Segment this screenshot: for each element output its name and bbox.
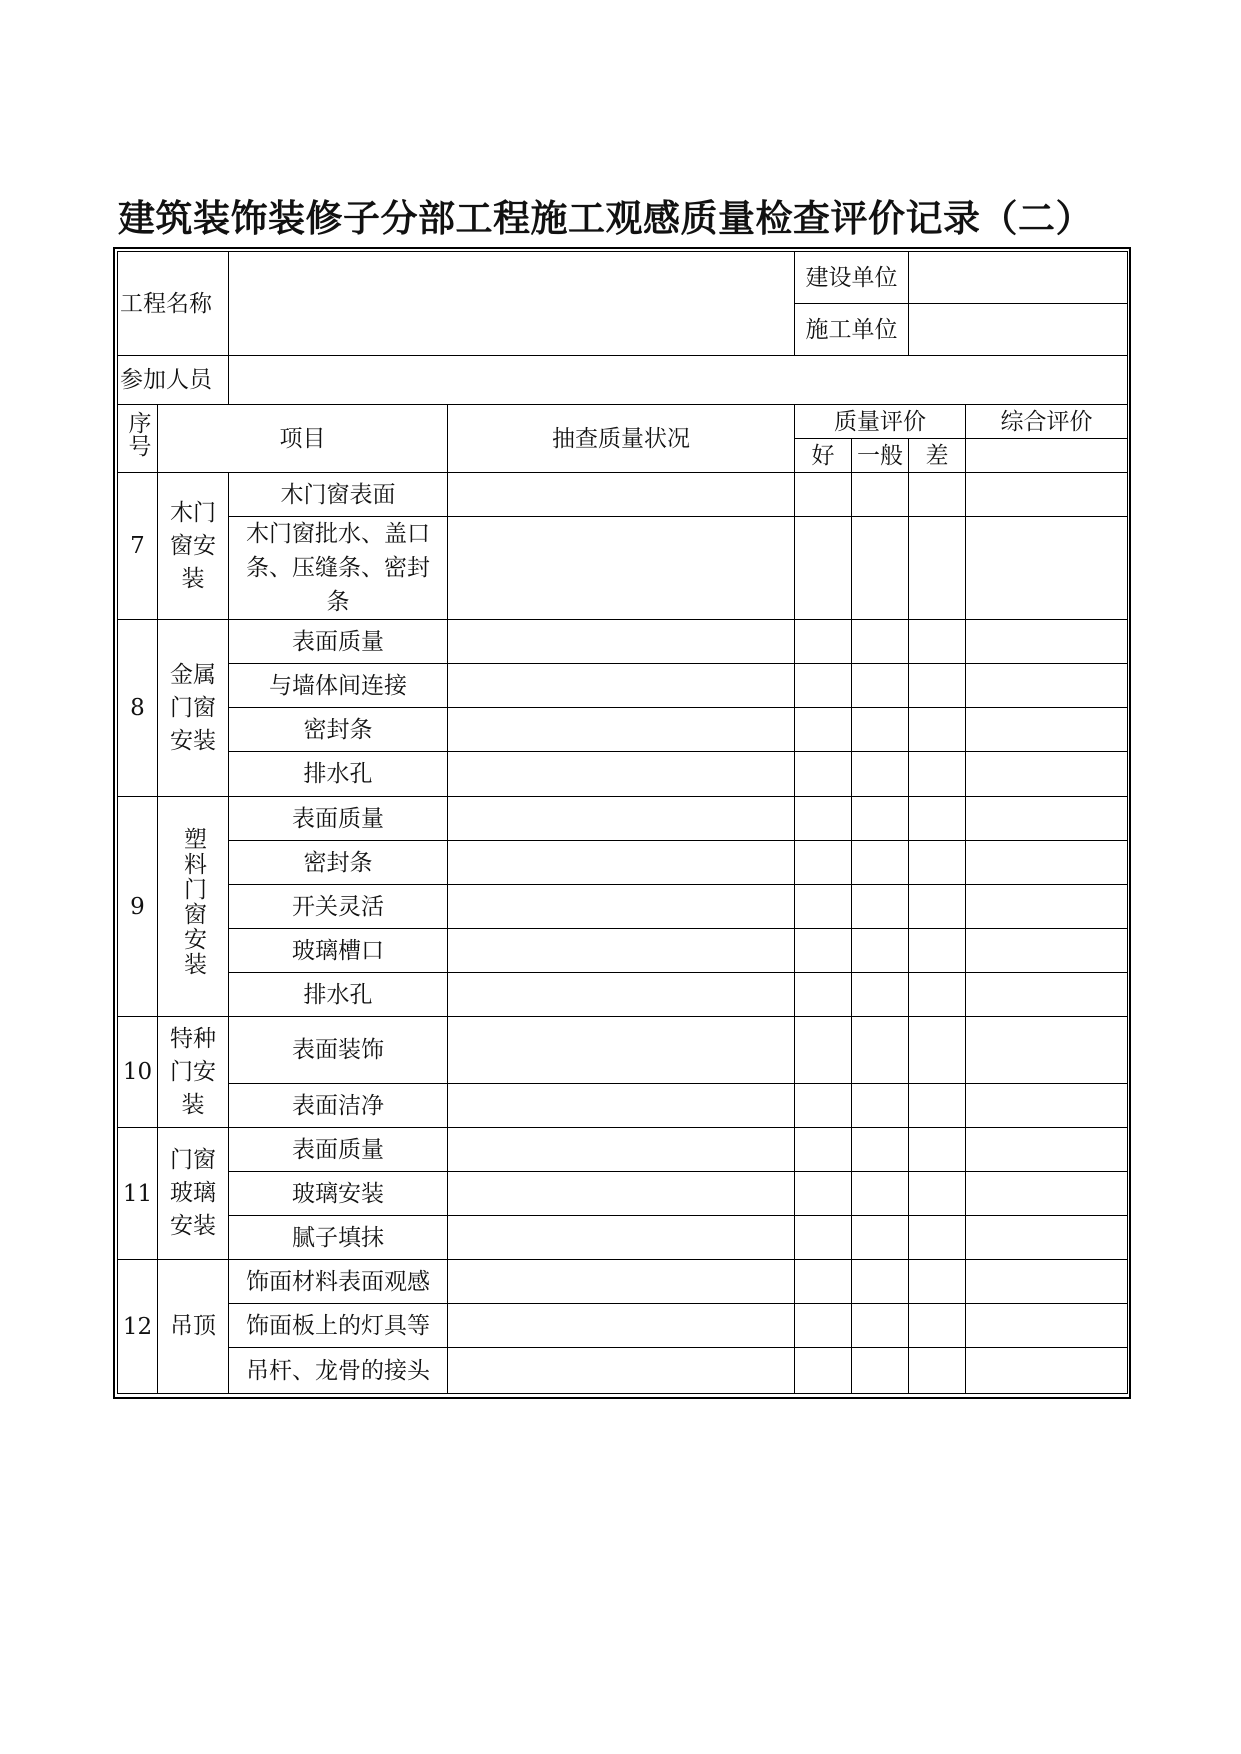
fair-cell[interactable]	[852, 1260, 909, 1304]
group-no: 8	[118, 620, 158, 797]
overall-cell[interactable]	[966, 664, 1128, 708]
poor-cell[interactable]	[909, 797, 966, 841]
item-label: 表面质量	[229, 797, 448, 841]
good-cell[interactable]	[795, 1260, 852, 1304]
item-label: 表面质量	[229, 1128, 448, 1172]
good-cell[interactable]	[795, 841, 852, 885]
poor-cell[interactable]	[909, 620, 966, 664]
fair-cell[interactable]	[852, 973, 909, 1017]
item-label: 吊杆、龙骨的接头	[229, 1348, 448, 1394]
col-good-header: 好	[795, 439, 852, 473]
group-no: 10	[118, 1017, 158, 1128]
group-name: 吊顶	[158, 1260, 229, 1394]
good-cell[interactable]	[795, 1017, 852, 1084]
overall-cell[interactable]	[966, 973, 1128, 1017]
poor-cell[interactable]	[909, 664, 966, 708]
item-label: 与墙体间连接	[229, 664, 448, 708]
fair-cell[interactable]	[852, 620, 909, 664]
col-fair-header: 一般	[852, 439, 909, 473]
status-cell[interactable]	[448, 664, 795, 708]
item-label: 表面装饰	[229, 1017, 448, 1084]
col-poor-header: 差	[909, 439, 966, 473]
item-label: 表面质量	[229, 620, 448, 664]
overall-cell[interactable]	[966, 1128, 1128, 1172]
status-cell[interactable]	[448, 517, 795, 620]
fair-cell[interactable]	[852, 885, 909, 929]
overall-cell[interactable]	[966, 885, 1128, 929]
poor-cell[interactable]	[909, 1348, 966, 1394]
overall-cell[interactable]	[966, 1017, 1128, 1084]
group-name: 金属门窗安装	[158, 620, 229, 797]
col-seq-header: 序号	[118, 405, 158, 473]
good-cell[interactable]	[795, 1128, 852, 1172]
overall-cell[interactable]	[966, 1304, 1128, 1348]
status-cell[interactable]	[448, 752, 795, 797]
overall-cell[interactable]	[966, 797, 1128, 841]
status-cell[interactable]	[448, 620, 795, 664]
group-no: 11	[118, 1128, 158, 1260]
status-cell[interactable]	[448, 1172, 795, 1216]
page-title: 建筑装饰装修子分部工程施工观感质量检查评价记录（二）	[118, 197, 1093, 240]
status-cell[interactable]	[448, 841, 795, 885]
group-no: 12	[118, 1260, 158, 1394]
item-label: 玻璃槽口	[229, 929, 448, 973]
status-cell[interactable]	[448, 1260, 795, 1304]
good-cell[interactable]	[795, 1304, 852, 1348]
poor-cell[interactable]	[909, 1128, 966, 1172]
item-label: 饰面材料表面观感	[229, 1260, 448, 1304]
build-unit-field[interactable]	[909, 252, 1128, 304]
good-cell[interactable]	[795, 664, 852, 708]
fair-cell[interactable]	[852, 841, 909, 885]
status-cell[interactable]	[448, 797, 795, 841]
status-cell[interactable]	[448, 1084, 795, 1128]
status-cell[interactable]	[448, 1216, 795, 1260]
good-cell[interactable]	[795, 473, 852, 517]
fair-cell[interactable]	[852, 1084, 909, 1128]
poor-cell[interactable]	[909, 1017, 966, 1084]
good-cell[interactable]	[795, 885, 852, 929]
overall-cell[interactable]	[966, 1172, 1128, 1216]
poor-cell[interactable]	[909, 1084, 966, 1128]
overall-cell[interactable]	[966, 841, 1128, 885]
build-unit-label: 建设单位	[795, 252, 909, 304]
item-label: 腻子填抹	[229, 1216, 448, 1260]
col-overall-blank	[966, 439, 1128, 473]
inspection-table	[117, 251, 1128, 1394]
overall-cell[interactable]	[966, 1084, 1128, 1128]
col-status-header: 抽查质量状况	[448, 405, 795, 473]
group-name: 塑料门窗安装	[158, 797, 229, 1017]
fair-cell[interactable]	[852, 1348, 909, 1394]
fair-cell[interactable]	[852, 664, 909, 708]
col-overall-header: 综合评价	[966, 405, 1128, 439]
item-label: 表面洁净	[229, 1084, 448, 1128]
good-cell[interactable]	[795, 517, 852, 620]
fair-cell[interactable]	[852, 797, 909, 841]
status-cell[interactable]	[448, 929, 795, 973]
status-cell[interactable]	[448, 973, 795, 1017]
fair-cell[interactable]	[852, 1172, 909, 1216]
overall-cell[interactable]	[966, 517, 1128, 620]
fair-cell[interactable]	[852, 1128, 909, 1172]
status-cell[interactable]	[448, 708, 795, 752]
item-label: 木门窗批水、盖口条、压缝条、密封条	[229, 517, 448, 620]
status-cell[interactable]	[448, 473, 795, 517]
good-cell[interactable]	[795, 1084, 852, 1128]
overall-cell[interactable]	[966, 620, 1128, 664]
good-cell[interactable]	[795, 752, 852, 797]
good-cell[interactable]	[795, 797, 852, 841]
good-cell[interactable]	[795, 929, 852, 973]
construct-unit-field[interactable]	[909, 304, 1128, 356]
group-name: 门窗玻璃安装	[158, 1128, 229, 1260]
poor-cell[interactable]	[909, 473, 966, 517]
overall-cell[interactable]	[966, 1216, 1128, 1260]
good-cell[interactable]	[795, 620, 852, 664]
overall-cell[interactable]	[966, 929, 1128, 973]
poor-cell[interactable]	[909, 929, 966, 973]
fair-cell[interactable]	[852, 929, 909, 973]
item-label: 开关灵活	[229, 885, 448, 929]
poor-cell[interactable]	[909, 1216, 966, 1260]
item-label: 排水孔	[229, 973, 448, 1017]
poor-cell[interactable]	[909, 841, 966, 885]
poor-cell[interactable]	[909, 708, 966, 752]
overall-cell[interactable]	[966, 473, 1128, 517]
good-cell[interactable]	[795, 1172, 852, 1216]
good-cell[interactable]	[795, 973, 852, 1017]
poor-cell[interactable]	[909, 1304, 966, 1348]
poor-cell[interactable]	[909, 1260, 966, 1304]
participants-field[interactable]	[229, 356, 1128, 405]
status-cell[interactable]	[448, 1348, 795, 1394]
group-no: 7	[118, 473, 158, 620]
overall-cell[interactable]	[966, 1348, 1128, 1394]
overall-cell[interactable]	[966, 752, 1128, 797]
fair-cell[interactable]	[852, 1304, 909, 1348]
group-name: 木门窗安装	[158, 473, 229, 620]
fair-cell[interactable]	[852, 517, 909, 620]
construct-unit-label: 施工单位	[795, 304, 909, 356]
fair-cell[interactable]	[852, 1017, 909, 1084]
project-name-field[interactable]	[229, 252, 795, 356]
group-no: 9	[118, 797, 158, 1017]
item-label: 饰面板上的灯具等	[229, 1304, 448, 1348]
status-cell[interactable]	[448, 885, 795, 929]
fair-cell[interactable]	[852, 708, 909, 752]
overall-cell[interactable]	[966, 708, 1128, 752]
poor-cell[interactable]	[909, 517, 966, 620]
good-cell[interactable]	[795, 1216, 852, 1260]
item-label: 密封条	[229, 708, 448, 752]
poor-cell[interactable]	[909, 752, 966, 797]
group-name: 特种门安装	[158, 1017, 229, 1128]
project-name-label: 工程名称	[118, 252, 229, 356]
fair-cell[interactable]	[852, 752, 909, 797]
status-cell[interactable]	[448, 1017, 795, 1084]
item-label: 木门窗表面	[229, 473, 448, 517]
participants-label: 参加人员	[118, 356, 229, 405]
good-cell[interactable]	[795, 708, 852, 752]
item-label: 密封条	[229, 841, 448, 885]
poor-cell[interactable]	[909, 1172, 966, 1216]
poor-cell[interactable]	[909, 885, 966, 929]
poor-cell[interactable]	[909, 973, 966, 1017]
inspection-form	[117, 251, 1127, 1394]
status-cell[interactable]	[448, 1128, 795, 1172]
status-cell[interactable]	[448, 1304, 795, 1348]
item-label: 玻璃安装	[229, 1172, 448, 1216]
good-cell[interactable]	[795, 1348, 852, 1394]
item-label: 排水孔	[229, 752, 448, 797]
overall-cell[interactable]	[966, 1260, 1128, 1304]
col-quality-header: 质量评价	[795, 405, 966, 439]
fair-cell[interactable]	[852, 1216, 909, 1260]
col-item-header: 项目	[158, 405, 448, 473]
fair-cell[interactable]	[852, 473, 909, 517]
